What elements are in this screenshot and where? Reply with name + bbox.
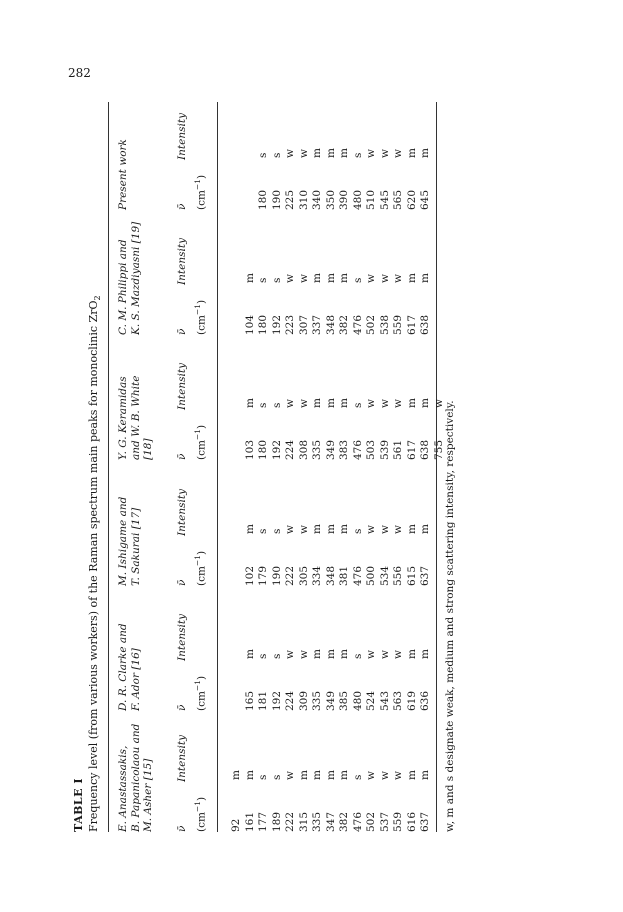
frequency-cell: 500 (365, 565, 377, 586)
intensity-cell: m (230, 770, 242, 780)
group-author-line: and W. B. White (129, 375, 142, 460)
frequency-cell: 335 (311, 439, 323, 460)
group-author-line: D. R. Clarke and (117, 623, 129, 711)
intensity-cell: w (284, 274, 296, 283)
frequency-cell: 559 (392, 314, 404, 335)
intensity-cell: w (297, 525, 310, 534)
frequency-cell: 165 (243, 690, 256, 711)
frequency-cell: 305 (297, 565, 310, 586)
intensity-cell: s (351, 277, 364, 283)
unit-text: (cm (195, 440, 208, 460)
frequency-cell: 616 (405, 811, 418, 832)
intensity-cell: w (392, 149, 404, 158)
group-author-line: M. Ishigame and (117, 496, 129, 586)
intensity-cell: s (270, 277, 283, 283)
intensity-cell: w (284, 149, 296, 158)
unit-exponent: −1 (193, 555, 202, 567)
wavenumber-symbol: ν̄ (176, 203, 188, 210)
intensity-cell: w (297, 399, 310, 408)
intensity-cell: m (338, 770, 350, 780)
intensity-cell: m (338, 649, 350, 659)
frequency-cell: 563 (392, 690, 404, 711)
frequency-cell: 382 (338, 811, 350, 832)
intensity-cell: w (378, 274, 391, 283)
caption-subscript: 2 (93, 295, 103, 301)
intensity-header: Intensity (176, 362, 188, 410)
intensity-cell: m (324, 524, 337, 534)
frequency-cell: 502 (365, 811, 377, 832)
intensity-cell: m (338, 524, 350, 534)
unit-exponent: −1 (193, 429, 202, 441)
intensity-cell: m (405, 524, 418, 534)
group-author-line: Y. G. Keramidas (117, 376, 129, 460)
intensity-cell: m (243, 770, 256, 780)
intensity-cell: s (351, 653, 364, 659)
intensity-cell: w (284, 771, 296, 780)
unit-close: ) (195, 299, 208, 304)
intensity-cell: w (365, 525, 377, 534)
intensity-cell: w (378, 525, 391, 534)
frequency-cell: 348 (324, 565, 337, 586)
group-author-line: K. S. Mazdiyasni [19] (129, 221, 142, 335)
intensity-cell: s (257, 277, 269, 283)
frequency-cell: 382 (338, 314, 350, 335)
intensity-cell: m (419, 770, 431, 780)
group-header (117, 724, 155, 832)
frequency-cell: 543 (378, 690, 391, 711)
group-author-line: C. M. Philippi and (117, 239, 129, 335)
frequency-cell: 480 (351, 189, 364, 210)
frequency-cell: 349 (324, 439, 337, 460)
frequency-cell: 637 (419, 811, 431, 832)
frequency-cell: 337 (311, 314, 323, 335)
frequency-cell: 638 (419, 439, 431, 460)
intensity-cell: w (284, 399, 296, 408)
intensity-cell: m (311, 770, 323, 780)
intensity-cell: s (257, 774, 269, 780)
frequency-cell: 559 (392, 811, 404, 832)
frequency-cell: 538 (378, 314, 391, 335)
intensity-cell: w (297, 650, 310, 659)
unit-exponent: −1 (193, 801, 202, 813)
intensity-cell: w (392, 525, 404, 534)
frequency-cell: 103 (243, 439, 256, 460)
frequency-cell: 502 (365, 314, 377, 335)
frequency-cell: 224 (284, 439, 296, 460)
frequency-cell: 308 (297, 439, 310, 460)
intensity-cell: m (243, 524, 256, 534)
intensity-cell: m (311, 649, 323, 659)
wavenumber-unit (193, 797, 208, 832)
frequency-cell: 102 (243, 565, 256, 586)
frequency-cell: 223 (284, 314, 296, 335)
intensity-cell: m (324, 649, 337, 659)
frequency-cell: 190 (270, 565, 283, 586)
intensity-cell: w (297, 149, 310, 158)
intensity-header: Intensity (176, 112, 188, 160)
frequency-cell: 556 (392, 565, 404, 586)
intensity-cell: m (419, 649, 431, 659)
header-rule (217, 102, 218, 832)
group-author-line: [18] (142, 438, 154, 460)
intensity-cell: s (270, 402, 283, 408)
intensity-header: Intensity (176, 237, 188, 285)
frequency-cell: 385 (338, 690, 350, 711)
frequency-cell: 349 (324, 690, 337, 711)
intensity-cell: s (351, 152, 364, 158)
frequency-cell: 565 (392, 189, 404, 210)
group-header (117, 497, 142, 586)
intensity-cell: w (284, 525, 296, 534)
wavenumber-unit (193, 300, 208, 335)
intensity-cell: w (392, 771, 404, 780)
unit-exponent: −1 (193, 179, 202, 191)
intensity-cell: m (324, 273, 337, 283)
frequency-cell: 638 (419, 314, 431, 335)
intensity-cell: s (270, 653, 283, 659)
wavenumber-unit (193, 551, 208, 586)
frequency-cell: 315 (297, 811, 310, 832)
intensity-cell: m (311, 524, 323, 534)
intensity-cell: m (338, 148, 350, 158)
intensity-cell: m (311, 398, 323, 408)
frequency-cell: 645 (419, 189, 431, 210)
frequency-cell: 381 (338, 565, 350, 586)
top-rule (108, 102, 109, 832)
frequency-cell: 348 (324, 314, 337, 335)
intensity-cell: w (365, 650, 377, 659)
frequency-cell: 637 (419, 565, 431, 586)
wavenumber-symbol: ν̄ (176, 579, 188, 586)
intensity-cell: w (378, 771, 391, 780)
page-number: 282 (68, 66, 91, 80)
bottom-rule (436, 102, 437, 832)
frequency-cell: 620 (405, 189, 418, 210)
intensity-cell: s (351, 402, 364, 408)
intensity-cell: m (405, 770, 418, 780)
frequency-cell: 92 (230, 818, 242, 832)
intensity-cell: w (284, 650, 296, 659)
frequency-cell: 503 (365, 439, 377, 460)
intensity-cell: m (324, 398, 337, 408)
intensity-cell: m (419, 398, 431, 408)
table-caption (87, 295, 102, 832)
intensity-cell: m (419, 273, 431, 283)
intensity-cell: s (270, 152, 283, 158)
frequency-cell: 476 (351, 439, 364, 460)
frequency-cell: 476 (351, 565, 364, 586)
frequency-cell: 181 (257, 690, 269, 711)
unit-close: ) (195, 424, 208, 429)
frequency-cell: 537 (378, 811, 391, 832)
intensity-header: Intensity (176, 613, 188, 661)
frequency-cell: 334 (311, 565, 323, 586)
unit-close: ) (195, 796, 208, 801)
intensity-cell: w (365, 771, 377, 780)
intensity-cell: w (392, 274, 404, 283)
intensity-cell: w (365, 149, 377, 158)
wavenumber-symbol: ν̄ (176, 328, 188, 335)
frequency-cell: 510 (365, 189, 377, 210)
frequency-cell: 347 (324, 811, 337, 832)
frequency-cell: 561 (392, 439, 404, 460)
frequency-cell: 335 (311, 690, 323, 711)
intensity-cell: m (405, 649, 418, 659)
intensity-cell: m (405, 148, 418, 158)
intensity-cell: s (257, 528, 269, 534)
intensity-cell: m (338, 398, 350, 408)
intensity-cell: s (257, 152, 269, 158)
frequency-cell: 335 (311, 811, 323, 832)
intensity-cell: m (311, 273, 323, 283)
group-author-line: M. Asher [15] (142, 758, 154, 832)
frequency-cell: 190 (270, 189, 283, 210)
unit-text: (cm (195, 691, 208, 711)
frequency-cell: 307 (297, 314, 310, 335)
intensity-cell: w (392, 399, 404, 408)
frequency-cell: 617 (405, 314, 418, 335)
intensity-cell: m (338, 273, 350, 283)
unit-close: ) (195, 174, 208, 179)
intensity-cell: s (270, 774, 283, 780)
group-author-line: B. Papanicolaou and (129, 723, 142, 832)
frequency-cell: 180 (257, 189, 269, 210)
intensity-cell: m (419, 148, 431, 158)
wavenumber-unit (193, 175, 208, 210)
frequency-cell: 476 (351, 314, 364, 335)
wavenumber-symbol: ν̄ (176, 453, 188, 460)
caption-text: Frequency level (from various workers) of the Raman spectrum main peaks for monoclinic ZrO (87, 300, 100, 832)
intensity-cell: w (365, 399, 377, 408)
intensity-cell: s (351, 774, 364, 780)
intensity-cell: w (392, 650, 404, 659)
frequency-cell: 222 (284, 565, 296, 586)
frequency-cell: 390 (338, 189, 350, 210)
wavenumber-symbol: ν̄ (176, 825, 188, 832)
frequency-cell: 310 (297, 189, 310, 210)
frequency-cell: 192 (270, 439, 283, 460)
intensity-cell: m (243, 649, 256, 659)
intensity-cell: m (243, 398, 256, 408)
intensity-cell: w (378, 399, 391, 408)
frequency-cell: 189 (270, 811, 283, 832)
intensity-cell: w (365, 274, 377, 283)
frequency-cell: 177 (257, 811, 269, 832)
intensity-cell: m (297, 770, 310, 780)
intensity-cell: s (351, 528, 364, 534)
group-header (117, 222, 142, 335)
frequency-cell: 534 (378, 565, 391, 586)
intensity-cell: m (243, 273, 256, 283)
intensity-cell: w (297, 274, 310, 283)
frequency-cell: 545 (378, 189, 391, 210)
group-header (117, 376, 155, 460)
group-author-line: Present work (117, 139, 129, 210)
unit-exponent: −1 (193, 680, 202, 692)
intensity-cell: w (378, 149, 391, 158)
frequency-cell: 192 (270, 314, 283, 335)
unit-text: (cm (195, 812, 208, 832)
frequency-cell: 225 (284, 189, 296, 210)
group-header (117, 139, 130, 210)
unit-text: (cm (195, 566, 208, 586)
frequency-cell: 383 (338, 439, 350, 460)
table-footnote: w, m and s designate weak, medium and strong scattering intensity, respectively. (444, 400, 456, 832)
unit-close: ) (195, 675, 208, 680)
intensity-header: Intensity (176, 734, 188, 782)
frequency-cell: 180 (257, 439, 269, 460)
frequency-cell: 192 (270, 690, 283, 711)
frequency-cell: 161 (243, 811, 256, 832)
frequency-cell: 524 (365, 690, 377, 711)
frequency-cell: 350 (324, 189, 337, 210)
frequency-cell: 480 (351, 690, 364, 711)
frequency-cell: 224 (284, 690, 296, 711)
intensity-header: Intensity (176, 488, 188, 536)
frequency-cell: 180 (257, 314, 269, 335)
frequency-cell: 615 (405, 565, 418, 586)
intensity-cell: m (324, 770, 337, 780)
frequency-cell: 619 (405, 690, 418, 711)
frequency-cell: 476 (351, 811, 364, 832)
frequency-cell: 340 (311, 189, 323, 210)
wavenumber-unit (193, 676, 208, 711)
intensity-cell: s (257, 653, 269, 659)
wavenumber-unit (193, 425, 208, 460)
intensity-cell: m (311, 148, 323, 158)
wavenumber-symbol: ν̄ (176, 704, 188, 711)
frequency-cell: 179 (257, 565, 269, 586)
intensity-cell: m (419, 524, 431, 534)
intensity-cell: s (257, 402, 269, 408)
intensity-cell: m (405, 273, 418, 283)
unit-close: ) (195, 550, 208, 555)
frequency-cell: 222 (284, 811, 296, 832)
unit-exponent: −1 (193, 304, 202, 316)
unit-text: (cm (195, 190, 208, 210)
intensity-cell: s (270, 528, 283, 534)
group-author-line: F. Ador [16] (129, 648, 142, 711)
frequency-cell: 636 (419, 690, 431, 711)
frequency-cell: 309 (297, 690, 310, 711)
rotated-table-region (70, 102, 460, 832)
group-author-line: E. Anastassakis, (117, 745, 129, 832)
intensity-cell: w (432, 399, 445, 408)
frequency-cell: 104 (243, 314, 256, 335)
intensity-cell: m (405, 398, 418, 408)
intensity-cell: w (378, 650, 391, 659)
group-header (117, 623, 142, 711)
intensity-cell: m (324, 148, 337, 158)
frequency-cell: 539 (378, 439, 391, 460)
unit-text: (cm (195, 315, 208, 335)
frequency-cell: 617 (405, 439, 418, 460)
group-author-line: T. Sakurai [17] (129, 507, 142, 586)
table-label: TABLE I (72, 777, 85, 832)
frequency-cell: 755 (432, 439, 445, 460)
